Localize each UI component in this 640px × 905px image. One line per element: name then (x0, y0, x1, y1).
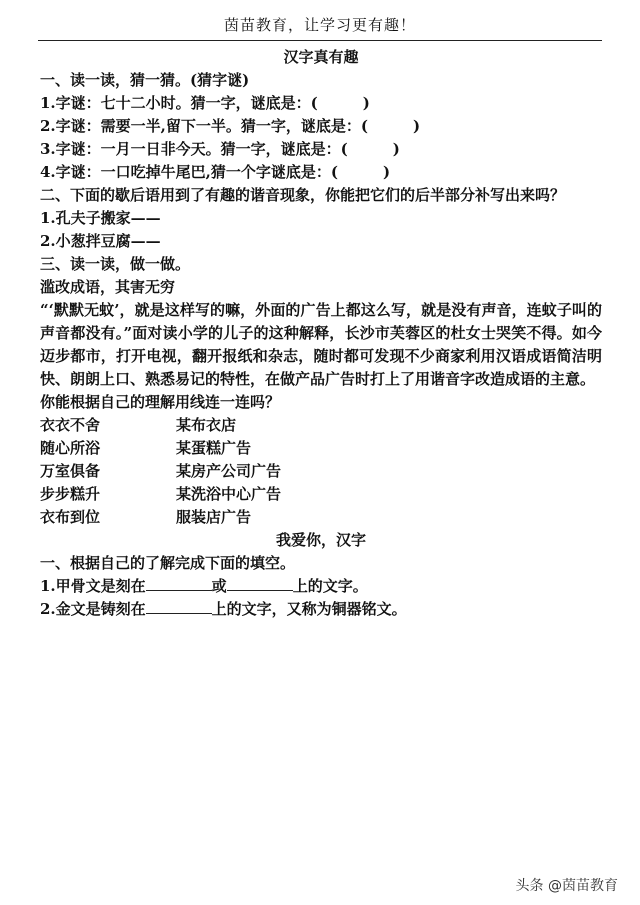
match-row (40, 414, 602, 437)
section-title: 我爱你，汉字 (275, 531, 366, 549)
match-right[interactable]: 某房产公司广告 (176, 462, 282, 480)
match-row (40, 460, 602, 483)
question-heading: 三、读一读，做一做。 (40, 255, 191, 273)
fill-text: 2.金文是铸刻在 (40, 600, 146, 618)
match-prompt: 你能根据自己的理解用线连一连吗？ (40, 393, 281, 411)
match-row (40, 437, 602, 460)
match-right[interactable]: 服装店广告 (176, 508, 252, 526)
match-right[interactable]: 某蛋糕广告 (176, 439, 252, 457)
riddle-item: 4.字谜：一口吃掉牛尾巴,猜一个字谜底是：( ) (40, 163, 391, 181)
match-right[interactable]: 某洗浴中心广告 (176, 485, 282, 503)
idiom-item: 2.小葱拌豆腐—— (40, 232, 161, 250)
riddle-item: 2.字谜：需要一半,留下一半。猜一字，谜底是：( ) (40, 117, 421, 135)
article-title: 滥改成语，其害无穷 (40, 278, 176, 296)
match-left[interactable]: 随心所浴 (40, 439, 101, 457)
fill-text: 上的文字，又称为铜器铭文。 (211, 600, 407, 618)
fill-text: 1.甲骨文是刻在 (40, 577, 146, 595)
fill-item (40, 598, 602, 621)
question-heading: 一、读一读，猜一猜。(猜字谜) (40, 71, 250, 89)
fill-text: 或 (211, 577, 227, 595)
idiom-item: 1.孔夫子搬家—— (40, 209, 161, 227)
match-left[interactable]: 衣布到位 (40, 508, 101, 526)
fill-item (40, 575, 602, 598)
question-heading: 一、根据自己的了解完成下面的填空。 (40, 554, 296, 572)
worksheet (40, 46, 602, 621)
section-title: 汉字真有趣 (283, 48, 359, 66)
match-row (40, 506, 602, 529)
riddle-item: 1.字谜：七十二小时。猜一字，谜底是：( ) (40, 94, 370, 112)
article-body: “‘默默无蚊’，就是这样写的嘛，外面的广告上都这么写，就是没有声音，连蚊子叫的声音都没有。”面对读小学的儿子的这种解释，长沙市芙蓉区的杜女士哭笑不得。如今迈步都市，打开电视，翻开报纸和杂志，随时都可发现不少商家利用汉语成语简洁明快、朗朗上口、熟悉易记的特性，在做产品广告时打上了用谐音字改造成语的主意。 (40, 301, 602, 388)
header-divider (38, 40, 602, 41)
page-header: 茵苗教育，让学习更有趣！ (223, 16, 416, 34)
match-left[interactable]: 万室俱备 (40, 462, 101, 480)
fill-text: 上的文字。 (292, 577, 368, 595)
fill-blank[interactable] (227, 575, 293, 591)
match-right[interactable]: 某布衣店 (176, 416, 237, 434)
match-row (40, 483, 602, 506)
riddle-item: 3.字谜：一月一日非今天。猜一字，谜底是：( ) (40, 140, 400, 158)
question-heading: 二、下面的歇后语用到了有趣的谐音现象，你能把它们的后半部分补写出来吗？ (40, 186, 566, 204)
watermark: 头条 @茵苗教育 (515, 878, 618, 894)
match-left[interactable]: 衣衣不舍 (40, 416, 101, 434)
fill-blank[interactable] (146, 598, 212, 614)
fill-blank[interactable] (146, 575, 212, 591)
match-left[interactable]: 步步糕升 (40, 485, 101, 503)
